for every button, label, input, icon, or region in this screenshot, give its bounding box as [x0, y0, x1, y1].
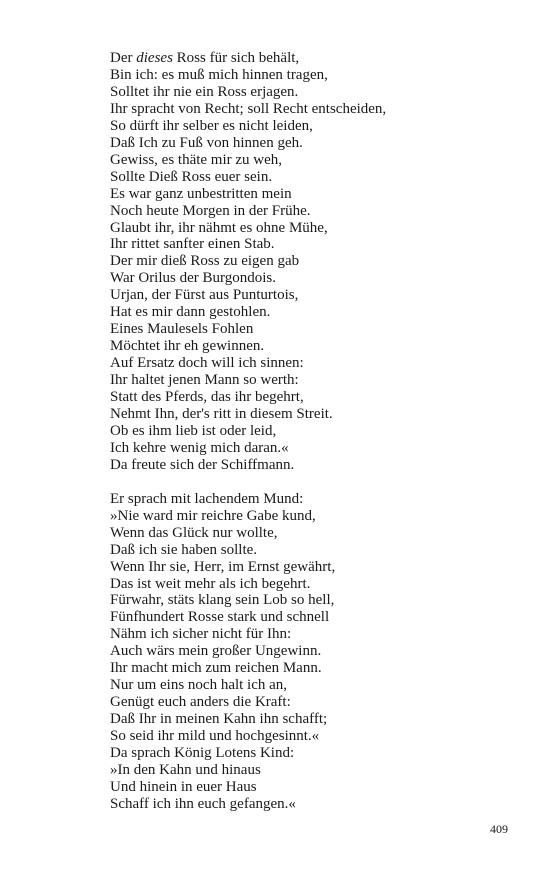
- verse-line: So seid ihr mild und hochgesinnt.«: [110, 728, 320, 745]
- verse-line: Solltet ihr nie ein Ross erjagen.: [110, 83, 299, 100]
- verse-line: »In den Kahn und hinaus: [110, 762, 261, 779]
- verse-line: Da sprach König Lotens Kind:: [110, 745, 295, 762]
- verse-line: Eines Maulesels Fohlen: [110, 321, 254, 338]
- verse-line: Nehmt Ihn, der's ritt in diesem Streit.: [110, 406, 333, 423]
- verse-line: Nähm ich sicher nicht für Ihn:: [110, 626, 292, 643]
- verse-line: So dürft ihr selber es nicht leiden,: [110, 117, 313, 134]
- stanza: [110, 50, 510, 474]
- page-number: 409: [490, 822, 508, 836]
- verse-line: Wenn Ihr sie, Herr, im Ernst gewährt,: [110, 558, 336, 575]
- verse-line: Das ist weit mehr als ich begehrt.: [110, 575, 311, 592]
- verse-line: Genügt euch anders die Kraft:: [110, 694, 291, 711]
- verse-line: Noch heute Morgen in der Frühe.: [110, 202, 311, 219]
- verse-line: Ihr spracht von Recht; soll Recht entscheiden,: [110, 100, 387, 117]
- verse-line: Urjan, der Fürst aus Punturtois,: [110, 287, 299, 304]
- verse-line: Statt des Pferds, das ihr begehrt,: [110, 389, 304, 406]
- verse-line: Glaubt ihr, ihr nähmt es ohne Mühe,: [110, 219, 328, 236]
- verse-line: »Nie ward mir reichre Gabe kund,: [110, 507, 316, 524]
- verse-line: War Orilus der Burgondois.: [110, 270, 276, 287]
- verse-line: Und hinein in euer Haus: [110, 778, 257, 795]
- verse-line: Gewiss, es thäte mir zu weh,: [110, 151, 283, 168]
- verse-line: Es war ganz unbestritten mein: [110, 185, 292, 202]
- verse-line: Daß ich sie haben sollte.: [110, 541, 258, 558]
- verse-line: Schaff ich ihn euch gefangen.«: [110, 795, 296, 812]
- verse-line: Daß Ihr in meinen Kahn ihn schafft;: [110, 711, 328, 728]
- verse-line: Ich kehre wenig mich daran.«: [110, 439, 289, 456]
- verse-line: Möchtet ihr eh gewinnen.: [110, 338, 265, 355]
- verse-line: Hat es mir dann gestohlen.: [110, 304, 271, 321]
- verse-line: Ihr macht mich zum reichen Mann.: [110, 660, 322, 677]
- emphasized-word: dieses: [136, 50, 173, 66]
- verse-line-text: Ross für sich behält,: [172, 50, 300, 66]
- verse-line: Ob es ihm lieb ist oder leid,: [110, 422, 277, 439]
- verse-line: Nur um eins noch halt ich an,: [110, 677, 288, 694]
- verse-line: Da freute sich der Schiffmann.: [110, 456, 295, 473]
- verse-line: Daß Ich zu Fuß von hinnen geh.: [110, 134, 303, 151]
- verse-line: Er sprach mit lachendem Mund:: [110, 490, 304, 507]
- verse-line: Auch wärs mein großer Ungewinn.: [110, 643, 322, 660]
- verse-line: Wenn das Glück nur wollte,: [110, 524, 278, 541]
- verse-line: Fünfhundert Rosse stark und schnell: [110, 609, 330, 626]
- poem-text: [110, 50, 510, 813]
- verse-line: Ihr rittet sanfter einen Stab.: [110, 236, 275, 253]
- verse-line: Bin ich: es muß mich hinnen tragen,: [110, 66, 328, 83]
- stanza: [110, 491, 510, 813]
- verse-line: Auf Ersatz doch will ich sinnen:: [110, 355, 304, 372]
- verse-line: Fürwahr, stäts klang sein Lob so hell,: [110, 592, 335, 609]
- verse-line: [110, 50, 510, 67]
- verse-line: Sollte Dieß Ross euer sein.: [110, 168, 273, 185]
- verse-line: Ihr haltet jenen Mann so werth:: [110, 372, 299, 389]
- verse-line: Der mir dieß Ross zu eigen gab: [110, 253, 300, 270]
- verse-line-text: Der: [110, 50, 137, 66]
